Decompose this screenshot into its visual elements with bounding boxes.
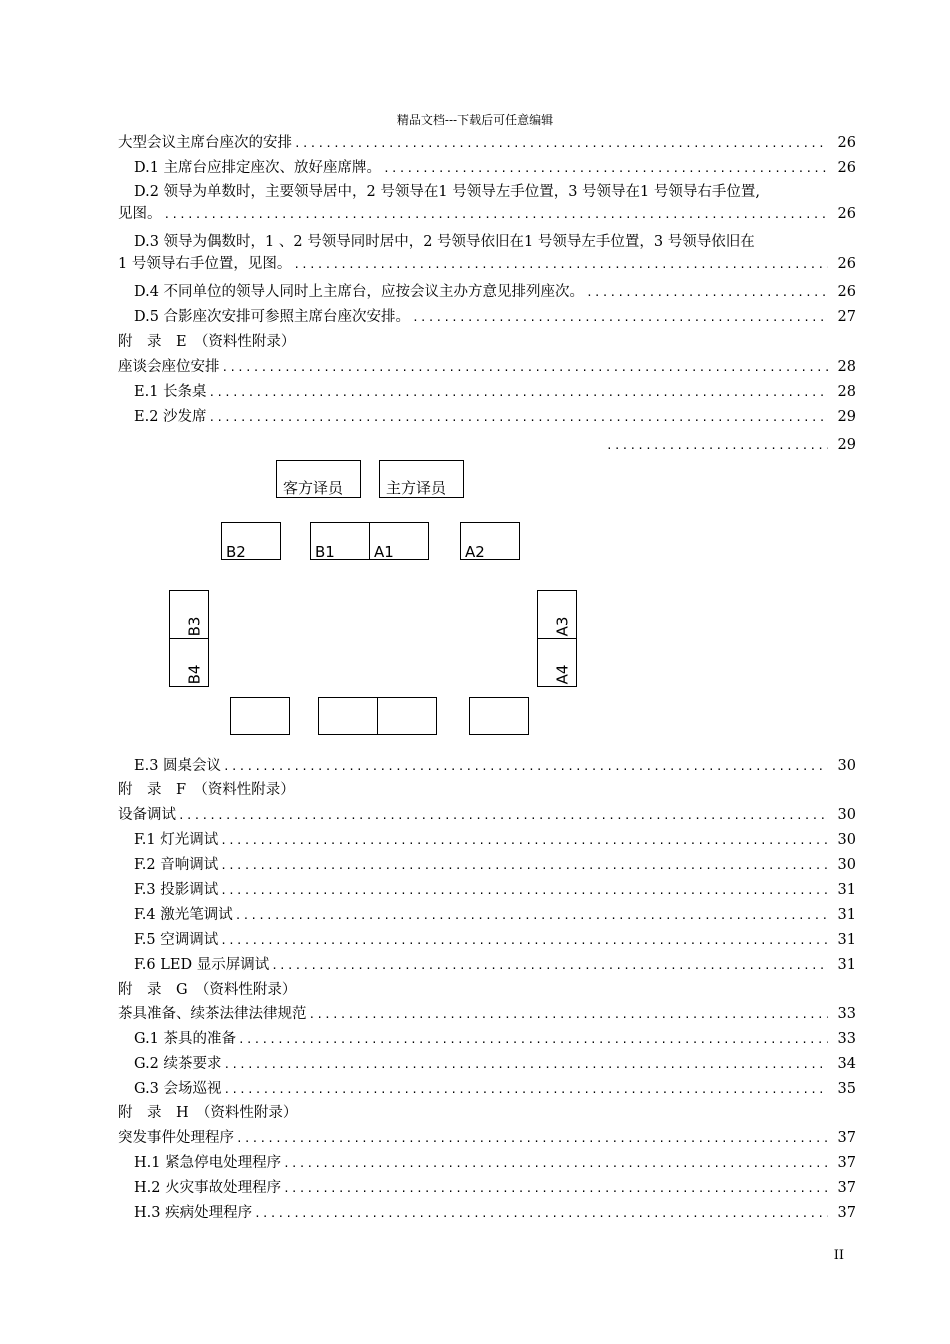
toc-entry[interactable] bbox=[118, 879, 856, 901]
leader-dots bbox=[586, 282, 828, 304]
toc-page-number: 30 bbox=[837, 758, 856, 774]
toc-page-number: 31 bbox=[837, 907, 856, 923]
toc-entry[interactable] bbox=[118, 1078, 856, 1100]
toc-entry[interactable] bbox=[118, 1202, 856, 1224]
seat-empty bbox=[318, 697, 378, 735]
leader-dots bbox=[224, 1079, 828, 1101]
toc-entry-text: F.4 激光笔调试 bbox=[134, 907, 233, 923]
leader-dots bbox=[224, 1054, 828, 1076]
toc-entry[interactable] bbox=[118, 157, 856, 179]
toc-entry[interactable] bbox=[118, 929, 856, 951]
seat-a3 bbox=[537, 590, 577, 639]
seat-label: A3 bbox=[553, 616, 572, 637]
toc-page-number: 31 bbox=[837, 932, 856, 948]
toc-entry-text-cont: 1 号领导右手位置，见图。 bbox=[118, 256, 292, 272]
toc-entry[interactable] bbox=[118, 1177, 856, 1199]
toc-entry[interactable] bbox=[118, 854, 856, 876]
toc-entry[interactable] bbox=[118, 1053, 856, 1075]
toc-entry[interactable] bbox=[118, 356, 856, 378]
seat-a1 bbox=[369, 522, 429, 560]
toc-page-number: 35 bbox=[837, 1081, 856, 1097]
toc-entry[interactable] bbox=[118, 381, 856, 403]
seat-b2 bbox=[221, 522, 281, 560]
toc-page-number: 30 bbox=[837, 807, 856, 823]
leader-dots bbox=[223, 756, 828, 778]
toc-entry-text-cont: 见图。 bbox=[118, 206, 162, 222]
seat-label: B1 bbox=[315, 543, 335, 561]
toc-page-number: 27 bbox=[837, 309, 856, 325]
toc-entry-text: E.2 沙发席 bbox=[134, 409, 207, 425]
toc-page-number: 37 bbox=[837, 1180, 856, 1196]
seat-b1 bbox=[310, 522, 370, 560]
leader-dots bbox=[220, 930, 828, 952]
seat-guest-interpreter bbox=[276, 460, 361, 498]
toc-entry[interactable] bbox=[118, 755, 856, 777]
toc-page-number: 33 bbox=[837, 1006, 856, 1022]
seat-host-interpreter bbox=[379, 460, 464, 498]
toc-page-number: 28 bbox=[837, 359, 856, 375]
leader-dots bbox=[383, 158, 828, 180]
toc-entry-text: G.3 会场巡视 bbox=[134, 1081, 222, 1097]
appendix-heading: 附 录 E （资料性附录） bbox=[118, 334, 296, 350]
toc-page-number: 37 bbox=[837, 1205, 856, 1221]
seat-label: 客方译员 bbox=[283, 479, 344, 497]
seat-b3 bbox=[169, 590, 209, 639]
leader-dots bbox=[220, 855, 828, 877]
toc-page-number: 31 bbox=[837, 882, 856, 898]
leader-dots bbox=[209, 407, 828, 429]
toc-page-number: 26 bbox=[837, 160, 856, 176]
toc-page-number: 29 bbox=[837, 409, 856, 425]
leader-dots bbox=[236, 1128, 828, 1150]
toc-entry-text: F.2 音响调试 bbox=[134, 857, 219, 873]
leader-dots bbox=[220, 880, 828, 902]
document-header: 精品文档---下载后可任意编辑 bbox=[396, 113, 554, 127]
toc-entry[interactable] bbox=[118, 1028, 856, 1050]
leader-dots bbox=[235, 905, 828, 927]
seat-empty bbox=[230, 697, 290, 735]
seat-empty bbox=[469, 697, 529, 735]
toc-entry-text: 茶具准备、续茶法律法律规范 bbox=[118, 1006, 307, 1022]
toc-entry-text: D.4 不同单位的领导人同时上主席台，应按会议主办方意见排列座次。 bbox=[134, 284, 585, 300]
seat-empty bbox=[377, 697, 437, 735]
leader-dots bbox=[178, 805, 828, 827]
toc-entry-text: D.5 合影座次安排可参照主席台座次安排。 bbox=[134, 309, 411, 325]
toc-entry[interactable] bbox=[118, 904, 856, 926]
appendix-heading: 附 录 F （资料性附录） bbox=[118, 782, 295, 798]
toc-entry[interactable] bbox=[118, 406, 856, 428]
toc-page-number: 29 bbox=[837, 437, 856, 453]
seat-a2 bbox=[460, 522, 520, 560]
seat-label: A1 bbox=[374, 543, 394, 561]
seat-label: B3 bbox=[185, 616, 204, 637]
toc-entry-text: E.1 长条桌 bbox=[134, 384, 207, 400]
toc-entry[interactable] bbox=[118, 281, 856, 303]
toc-entry-text: 突发事件处理程序 bbox=[118, 1130, 234, 1146]
leader-dots bbox=[293, 254, 828, 276]
toc-entry[interactable] bbox=[118, 1127, 856, 1149]
toc-entry-text: E.3 圆桌会议 bbox=[134, 758, 222, 774]
toc-entry-text: H.3 疾病处理程序 bbox=[134, 1205, 253, 1221]
toc-entry[interactable] bbox=[118, 804, 856, 826]
toc-entry[interactable] bbox=[118, 1003, 856, 1025]
toc-entry[interactable] bbox=[118, 954, 856, 976]
seat-b4 bbox=[169, 638, 209, 687]
leader-dots bbox=[254, 1203, 828, 1225]
toc-page-number: 33 bbox=[837, 1031, 856, 1047]
seat-label: B4 bbox=[185, 664, 204, 685]
seat-label: A4 bbox=[553, 664, 572, 685]
seat-label: A2 bbox=[465, 543, 485, 561]
toc-entry-text: 大型会议主席台座次的安排 bbox=[118, 135, 292, 151]
toc-entry-text: F.1 灯光调试 bbox=[134, 832, 219, 848]
toc-entry[interactable] bbox=[118, 829, 856, 851]
toc-entry-text: D.1 主席台应排定座次、放好座席牌。 bbox=[134, 160, 382, 176]
leader-dots bbox=[606, 435, 828, 457]
leader-dots bbox=[412, 307, 828, 329]
seat-label: B2 bbox=[226, 543, 246, 561]
toc-entry[interactable] bbox=[118, 1152, 856, 1174]
toc-page-number: 26 bbox=[837, 206, 856, 222]
toc-entry-text: F.5 空调调试 bbox=[134, 932, 219, 948]
leader-dots bbox=[309, 1004, 829, 1026]
toc-entry-text: F.6 LED 显示屏调试 bbox=[134, 957, 270, 973]
toc-page-number: 37 bbox=[837, 1130, 856, 1146]
leader-dots bbox=[209, 382, 828, 404]
toc-page-number: 26 bbox=[837, 135, 856, 151]
leader-dots bbox=[294, 133, 828, 155]
toc-entry-text: D.3 领导为偶数时，1 、2 号领导同时居中，2 号领导依旧在1 号领导左手位置，3 号领导依旧在 bbox=[134, 234, 755, 250]
appendix-heading: 附 录 G （资料性附录） bbox=[118, 982, 297, 998]
leader-dots bbox=[283, 1178, 828, 1200]
leader-dots bbox=[222, 357, 829, 379]
toc-entry[interactable] bbox=[118, 231, 856, 279]
toc-entry[interactable] bbox=[118, 181, 856, 229]
appendix-heading: 附 录 H （资料性附录） bbox=[118, 1105, 298, 1121]
toc-page-number: 34 bbox=[837, 1056, 856, 1072]
toc-page-number: 26 bbox=[837, 256, 856, 272]
toc-entry-text: D.2 领导为单数时，主要领导居中，2 号领导在1 号领导左手位置，3 号领导在1 号领导右手位置, bbox=[134, 184, 760, 200]
toc-entry-text: G.2 续茶要求 bbox=[134, 1056, 222, 1072]
leader-dots bbox=[238, 1029, 828, 1051]
leader-dots bbox=[164, 204, 829, 226]
leader-dots bbox=[283, 1153, 828, 1175]
leader-dots bbox=[220, 830, 828, 852]
toc-entry-text: H.2 火灾事故处理程序 bbox=[134, 1180, 282, 1196]
toc-entry-text: 设备调试 bbox=[118, 807, 176, 823]
toc-page-number: 30 bbox=[837, 832, 856, 848]
toc-page-number: 30 bbox=[837, 857, 856, 873]
toc-page-number: 26 bbox=[837, 284, 856, 300]
toc-page-number: 37 bbox=[837, 1155, 856, 1171]
toc-entry[interactable] bbox=[118, 132, 856, 154]
toc-entry-text: F.3 投影调试 bbox=[134, 882, 219, 898]
toc-page-number: 31 bbox=[837, 957, 856, 973]
toc-entry-orphan[interactable] bbox=[604, 434, 856, 456]
seat-a4 bbox=[537, 638, 577, 687]
leader-dots bbox=[271, 955, 828, 977]
toc-entry-text: 座谈会座位安排 bbox=[118, 359, 220, 375]
toc-entry-text: H.1 紧急停电处理程序 bbox=[134, 1155, 282, 1171]
toc-entry[interactable] bbox=[118, 306, 856, 328]
seat-label: 主方译员 bbox=[386, 479, 447, 497]
toc-page-number: 28 bbox=[837, 384, 856, 400]
toc-entry-text: G.1 茶具的准备 bbox=[134, 1031, 237, 1047]
footer-page-number: II bbox=[833, 1248, 844, 1263]
